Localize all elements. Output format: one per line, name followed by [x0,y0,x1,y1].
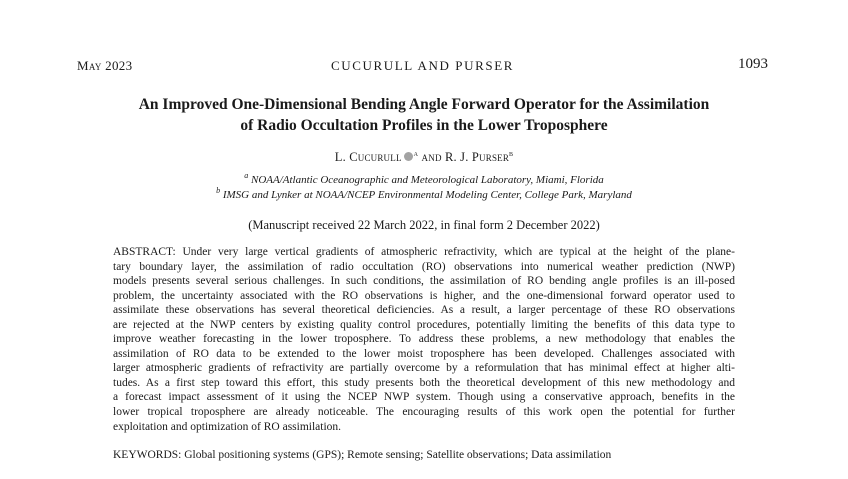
author-2: R. J. Purser [444,150,510,164]
author-conjunction: and [421,150,442,164]
article-title [90,94,758,136]
abstract-line: assimilate these observations has several theoretical deficiencies. As a result, a larger percentage of these RO observations [113,304,735,317]
abstract-line: larger atmospheric gradients of refractivity are partially overcome by a reformulation that has minimal effect at higher alti- [113,362,735,375]
page-number: 1093 [738,56,768,72]
affiliation-mark: b [216,186,221,195]
abstract-line: problem, the uncertainty associated with the RO observations is higher, and the one-dimensional forward operator used to [113,289,735,302]
abstract-line: a forecast impact assessment of it using the NCEP NWP system. Though using a conservative approach, benefits in the [113,391,735,404]
abstract-line: are rejected at the NWP centers by existing quality control procedures, potentially limiting the benefits of this data type to [113,318,735,331]
manuscript-dates: (Manuscript received 22 March 2022, in final form 2 December 2022) [248,218,600,232]
affiliation-b [0,186,848,201]
author-1: L. Cucurull [334,150,402,164]
running-head [77,58,768,76]
abstract-line: models presents several serious challenges. In such conditions, the assimilation of RO bending angle profiles is an ill-posed [113,275,735,288]
running-head-authors: CUCURULL AND PURSER [330,58,515,73]
abstract-line: exploitation and optimization of RO assimilation. [113,420,342,433]
affiliation-mark: a [244,171,249,180]
abstract-line: lower tropical troposphere are already noticeable. The encouraging results of this work open the potential for further [113,406,735,419]
title-line-2: of Radio Occultation Profiles in the Lower Troposphere [240,117,608,134]
title-line-1: An Improved One-Dimensional Bending Angle Forward Operator for the Assimilation [138,96,710,113]
issue-date: May 2023 [77,58,133,73]
abstract-line: improve weather forecasting in the lower troposphere. To address these problems, a new methodology that enables the [113,333,735,346]
author-2-affiliation-mark: b [509,149,514,158]
author-1-affiliation-mark: a [413,149,419,158]
abstract-line: ABSTRACT: Under very large vertical gradients of atmospheric refractivity, which are typical at the height of the plane- [113,246,735,258]
abstract-line: assimilation of RO data to be extended to the lower moist troposphere has been developed. Challenges associated with [113,347,735,360]
abstract-line: tary boundary layer, the assimilation of radio occultation (RO) observations into numerical weather prediction (NWP) [113,260,735,273]
keywords: KEYWORDS: Global positioning systems (GPS); Remote sensing; Satellite observations; Data assimilation [113,449,612,461]
affiliation-text: IMSG and Lynker at NOAA/NCEP Environmental Modeling Center, College Park, Maryland [222,189,632,201]
orcid-icon[interactable] [404,152,413,161]
affiliation-a [0,171,848,186]
author-line [0,150,848,165]
abstract [113,245,735,434]
affiliation-text: NOAA/Atlantic Oceanographic and Meteorological Laboratory, Miami, Florida [250,174,604,186]
abstract-line: tudes. As a first step toward this effort, this study presents both the theoretical development of this new methodology and [113,376,735,389]
